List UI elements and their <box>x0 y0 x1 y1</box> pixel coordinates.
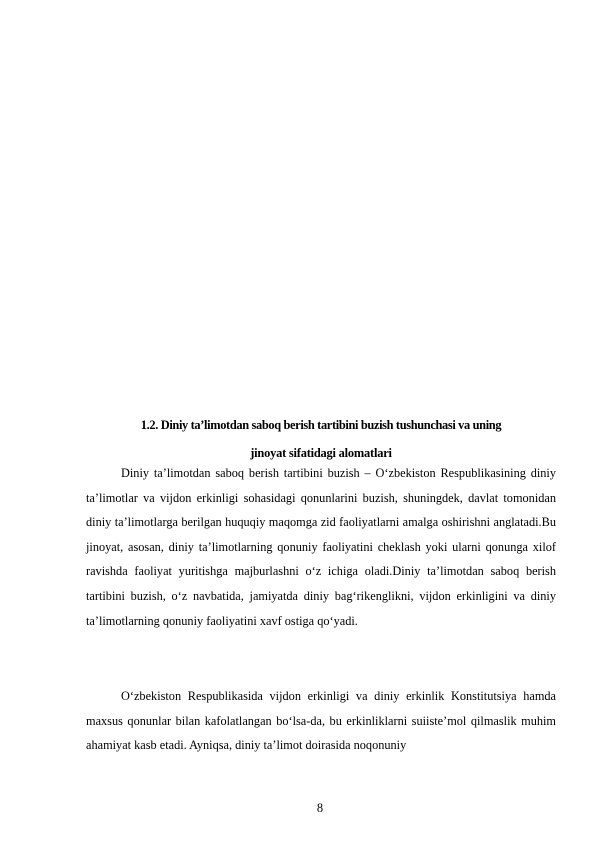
page-number: 8 <box>316 801 324 815</box>
paragraph-1-text: Diniy ta’limotdan saboq berish tartibini buzish – O‘zbekiston Respublikasining diniy ta’limotlar va vijdon erkinligi sohasidagi qonunlarini buzish, shuningdek, davlat tomonidan diniy ta’limotlarga berilgan huquqiy maqomga zid faoliyatlarni amalga oshirishni anglatadi.Bu jinoyat, asosan, diniy ta’limotlarning qonuniy faoliyatini cheklash yoki ularni qonunga xilof ravishda faoliyat yuritishga majburlashni o‘z ichiga oladi.Diniy ta’limotdan saboq berish tartibini buzish, o‘z navbatida, jamiyatda diniy bag‘rikenglikni, vijdon erkinligini va diniy ta’limotlarning qonuniy faoliyatini xavf ostiga qo‘yadi. <box>86 466 556 628</box>
paragraph-1 <box>86 461 556 633</box>
section-heading-line1: 1.2. Diniy ta’limotdan saboq berish tartibini buzish tushunchasi va uning <box>140 418 502 432</box>
paragraph-2 <box>86 684 556 758</box>
paragraph-2-text: O‘zbekiston Respublikasida vijdon erkinligi va diniy erkinlik Konstitutsiya hamda maxsus qonunlar bilan kafolatlangan bo‘lsa-da, bu erkinliklarni suiiste’mol qilmaslik muhim ahamiyat kasb etadi. Ayniqsa, diniy ta’limot doirasida noqonuniy <box>86 689 556 753</box>
section-heading-line2: jinoyat sifatidagi alomatlari <box>250 446 392 460</box>
